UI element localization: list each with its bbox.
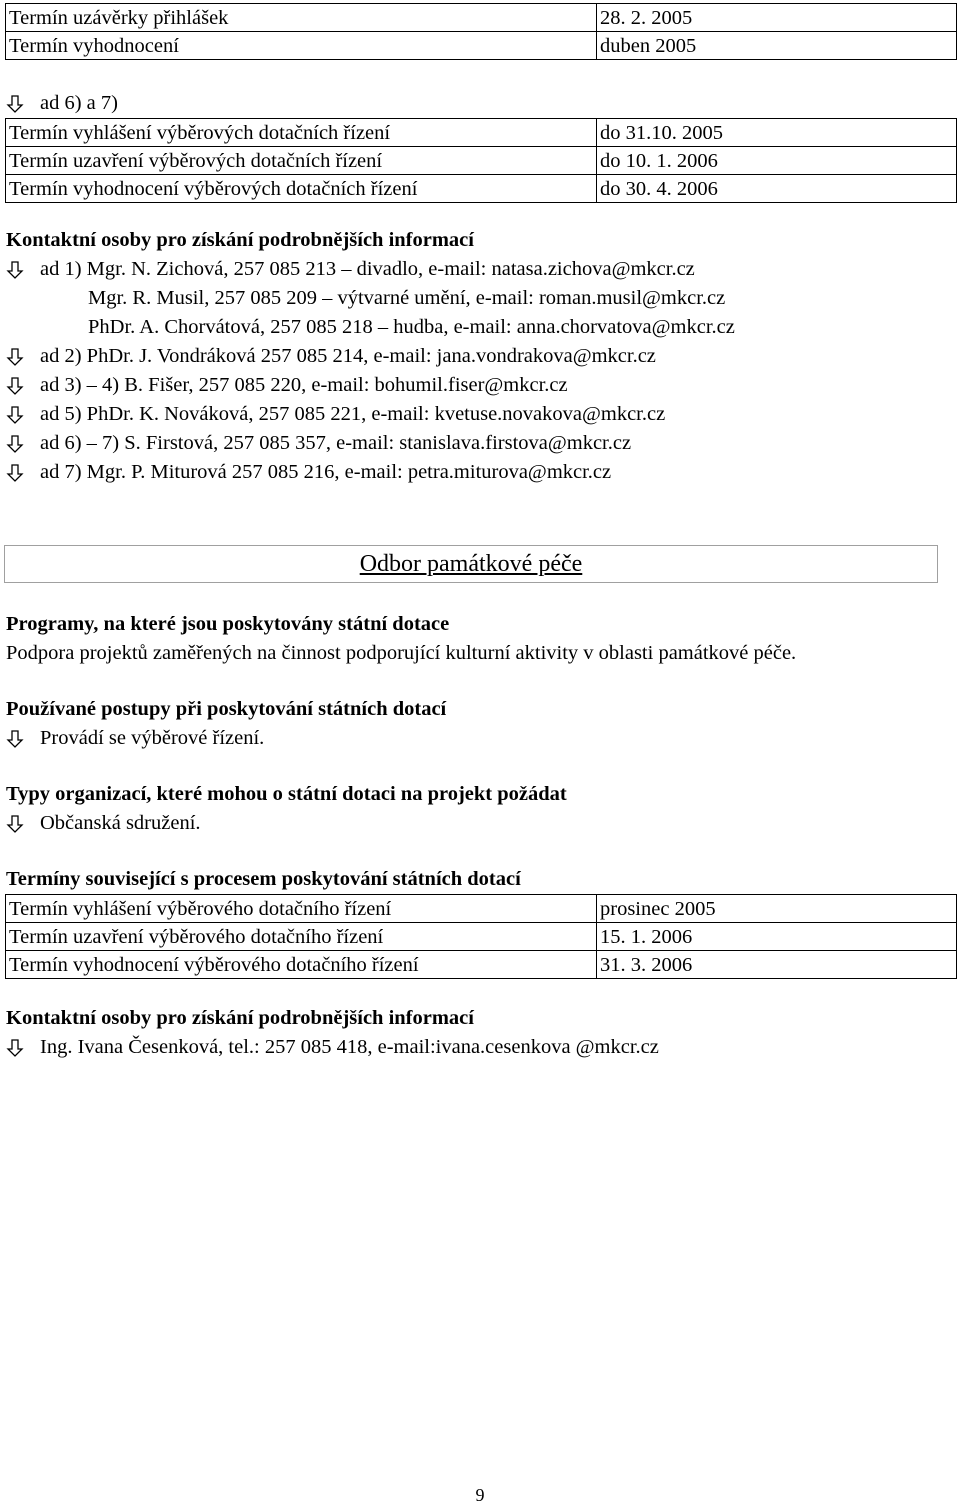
list-item [6,458,954,487]
procedures-heading: Používané postupy při poskytování státních dotací [6,698,447,720]
table-row [6,951,957,979]
list-item-label: ad 2) PhDr. J. Vondráková 257 085 214, e-mail: jana.vondrakova@mkcr.cz [40,345,656,367]
down-arrow-icon [6,815,24,833]
table-row [6,32,957,60]
document-page [6,3,954,1062]
top-deadlines-table [5,3,957,60]
table-cell: prosinec 2005 [597,895,957,923]
down-arrow-icon [6,1039,24,1057]
section-title: Odbor památkové péče [359,550,583,577]
contacts-heading: Kontaktní osoby pro získání podrobnějších informací [6,229,474,251]
table-cell: 31. 3. 2006 [597,951,957,979]
table-cell: Termín vyhodnocení výběrových dotačních řízení [6,175,597,203]
table-cell: Termín vyhodnocení výběrového dotačního řízení [6,951,597,979]
down-arrow-icon [6,406,24,424]
list-item-label: ad 3) – 4) B. Fišer, 257 085 220, e-mail: bohumil.fiser@mkcr.cz [40,374,568,396]
table-row [6,923,957,951]
down-arrow-icon [6,261,24,279]
table-cell: Termín uzávěrky přihlášek [6,4,597,32]
ad67-deadlines-table [5,118,957,203]
table-cell: Termín uzavření výběrových dotačních řízení [6,147,597,175]
table-cell: do 30. 4. 2006 [597,175,957,203]
terms-table [5,894,957,979]
table-cell: Termín uzavření výběrového dotačního řízení [6,923,597,951]
list-item [6,89,954,118]
terms-heading: Termíny související s procesem poskytování státních dotací [6,868,521,890]
list-item [6,1033,954,1062]
list-item [6,400,954,429]
list-item-label: Občanská sdružení. [40,812,201,834]
list-item [6,429,954,458]
list-item: Mgr. R. Musil, 257 085 209 – výtvarné umění, e-mail: roman.musil@mkcr.cz [88,287,726,309]
down-arrow-icon [6,348,24,366]
list-item-label: ad 7) Mgr. P. Miturová 257 085 216, e-mail: petra.miturova@mkcr.cz [40,461,612,483]
organizations-heading: Typy organizací, které mohou o státní dotaci na projekt požádat [6,783,567,805]
list-item-label: ad 1) Mgr. N. Zichová, 257 085 213 – divadlo, e-mail: natasa.zichova@mkcr.cz [40,258,695,280]
table-cell: 28. 2. 2005 [597,4,957,32]
table-row [6,175,957,203]
table-row [6,119,957,147]
down-arrow-icon [6,730,24,748]
list-item [6,809,954,838]
list-item: PhDr. A. Chorvátová, 257 085 218 – hudba, e-mail: anna.chorvatova@mkcr.cz [88,316,735,338]
list-item-label: Provádí se výběrové řízení. [40,727,265,749]
list-item [6,255,954,284]
table-cell: do 31.10. 2005 [597,119,957,147]
table-cell: do 10. 1. 2006 [597,147,957,175]
list-item-label: ad 5) PhDr. K. Nováková, 257 085 221, e-mail: kvetuse.novakova@mkcr.cz [40,403,666,425]
table-cell: Termín vyhlášení výběrových dotačních řízení [6,119,597,147]
table-row [6,147,957,175]
list-item [6,342,954,371]
list-item-label: ad 6) a 7) [40,92,118,114]
table-row [6,4,957,32]
table-cell: Termín vyhlášení výběrového dotačního řízení [6,895,597,923]
programs-text: Podpora projektů zaměřených na činnost podporující kulturní aktivity v oblasti památkové péče. [6,642,797,664]
programs-heading: Programy, na které jsou poskytovány státní dotace [6,613,450,635]
table-cell: Termín vyhodnocení [6,32,597,60]
table-cell: 15. 1. 2006 [597,923,957,951]
table-row [6,895,957,923]
contacts2-heading: Kontaktní osoby pro získání podrobnějších informací [6,1007,474,1029]
list-item [6,724,954,753]
down-arrow-icon [6,377,24,395]
page-number: 9 [475,1485,485,1505]
down-arrow-icon [6,464,24,482]
down-arrow-icon [6,95,24,113]
table-cell: duben 2005 [597,32,957,60]
list-item-label: Ing. Ivana Česenková, tel.: 257 085 418, e-mail:ivana.cesenkova @mkcr.cz [40,1036,659,1058]
list-item [6,371,954,400]
down-arrow-icon [6,435,24,453]
list-item-label: ad 6) – 7) S. Firstová, 257 085 357, e-mail: stanislava.firstova@mkcr.cz [40,432,632,454]
section-title-box [4,545,938,583]
